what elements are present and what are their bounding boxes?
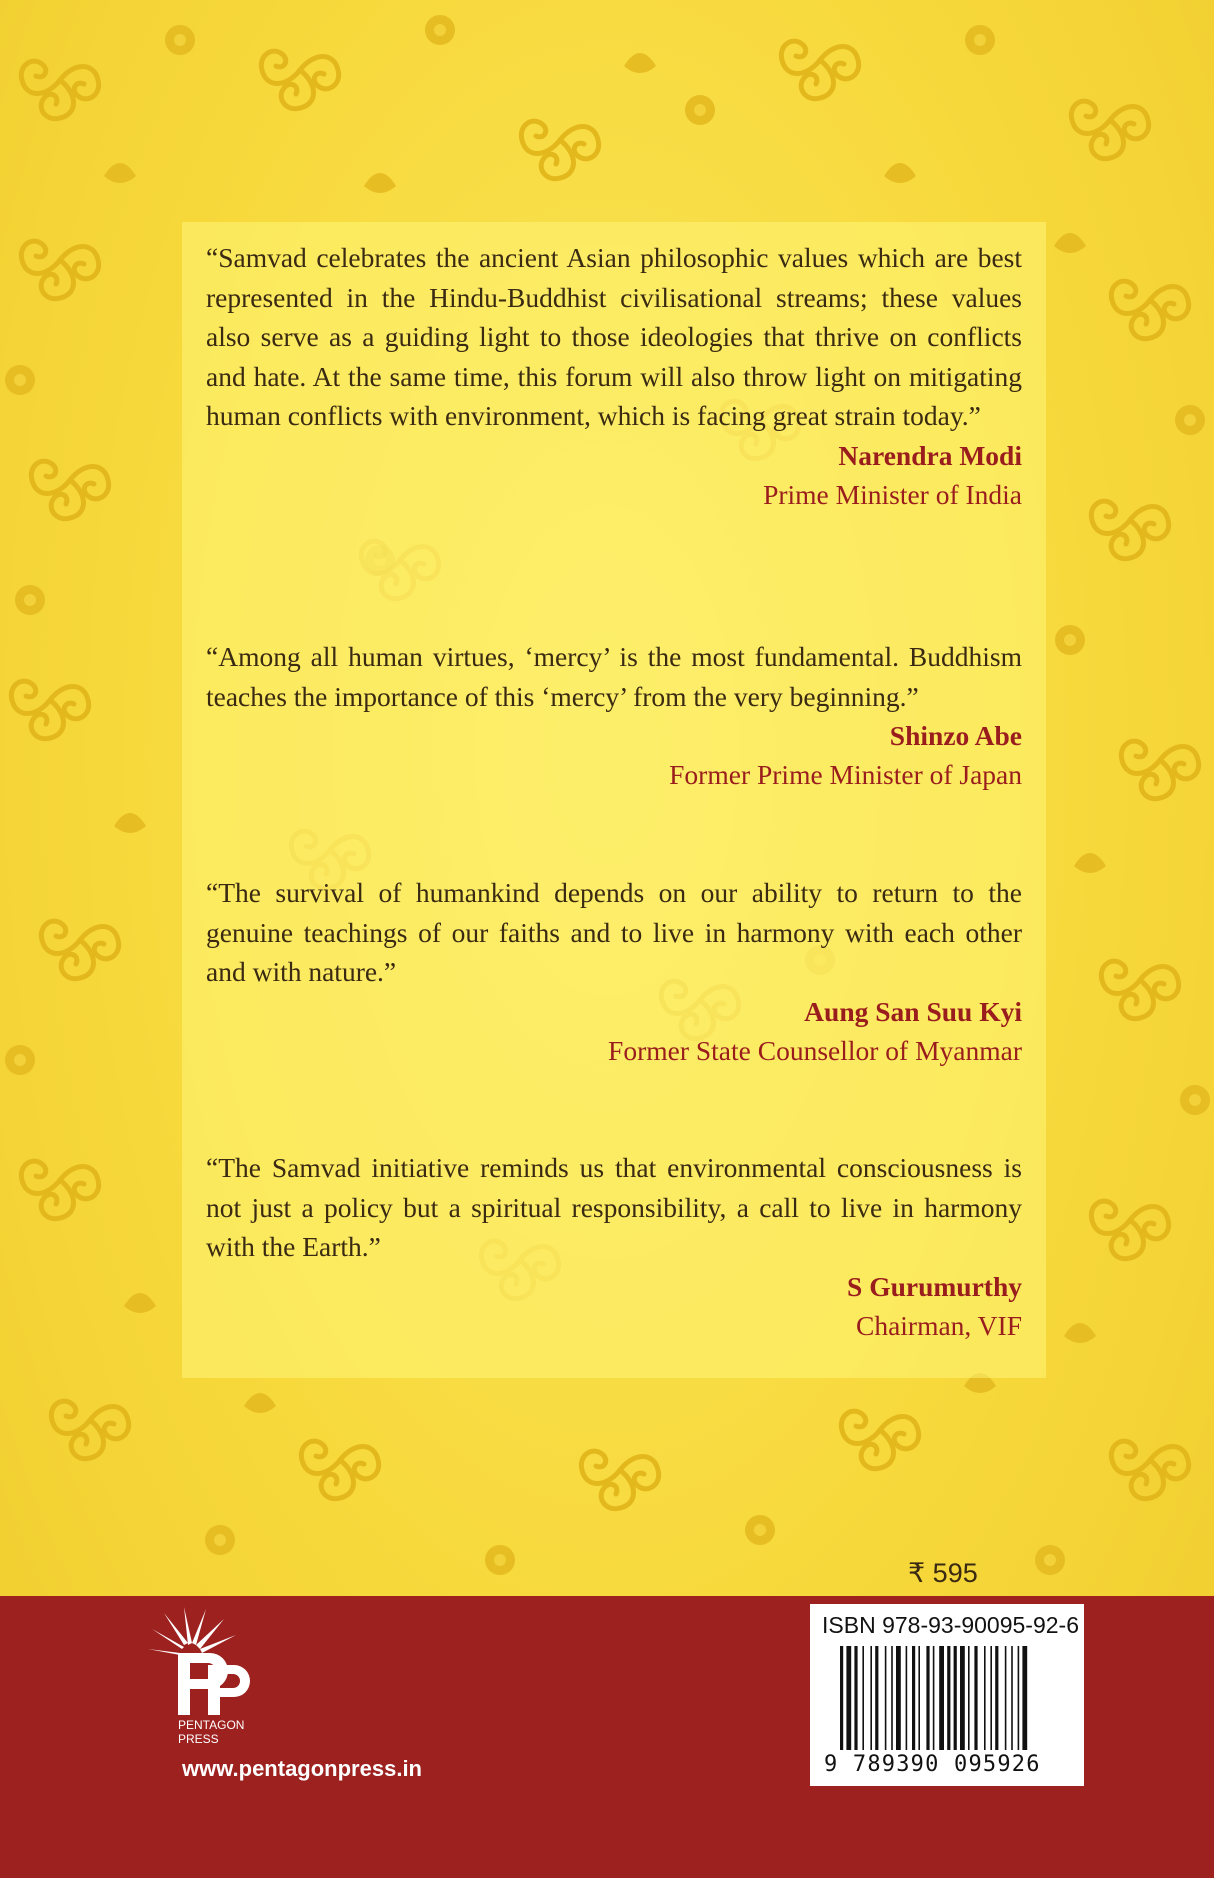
publisher-website[interactable]: www.pentagonpress.in [182, 1756, 422, 1781]
logo-text-press: PRESS [178, 1732, 219, 1746]
quote-author-name: Aung San Suu Kyi [804, 995, 1022, 1027]
quote-author-title: Prime Minister of India [763, 478, 1022, 510]
sunburst-icon [148, 1607, 236, 1655]
quote-author-title: Former State Counsellor of Myanmar [608, 1034, 1022, 1066]
quote-text: “Among all human virtues, ‘mercy’ is the most fundamental. Buddhism teaches the importance of this ‘mercy’ from the very beginning.” [206, 641, 1022, 712]
quote-block-modi [206, 238, 1022, 514]
quote-author-name: S Gurumurthy [847, 1270, 1022, 1302]
quote-author-title: Former Prime Minister of Japan [669, 759, 1022, 790]
barcode-digits: 9 789390 095926 [824, 1752, 1041, 1777]
isbn-barcode [810, 1604, 1084, 1786]
pentagon-press-logo [148, 1603, 258, 1749]
quote-block-abe [206, 637, 1022, 794]
quote-block-suu-kyi [206, 873, 1022, 1070]
quote-author-title: Chairman, VIF [855, 1309, 1022, 1341]
isbn-label: ISBN 978-93-90095-92-6 [822, 1612, 1079, 1638]
quote-block-gurumurthy [206, 1148, 1022, 1345]
pp-monogram-icon [178, 1653, 250, 1715]
quote-author-name: Shinzo Abe [889, 720, 1022, 751]
quote-text: “The Samvad initiative reminds us that environmental consciousness is not just a policy but a spiritual responsibility, a call to live in harmony with the Earth.” [206, 1152, 1022, 1262]
quote-text: “Samvad celebrates the ancient Asian philosophic values which are best represented in the Hindu-Buddhist civilisational streams; these values also serve as a guiding light to those ideologies that thrive on conflicts and hate. At the same time, this forum will also throw light on mitigating human conflicts with environment, which is facing great strain today.” [206, 242, 1022, 431]
quote-author-name: Narendra Modi [838, 439, 1022, 471]
quote-text: “The survival of humankind depends on our ability to return to the genuine teachings of our faiths and to live in harmony with each other and with nature.” [206, 877, 1022, 987]
logo-text-pentagon: PENTAGON [178, 1718, 245, 1732]
price-label: ₹ 595 [908, 1558, 978, 1588]
